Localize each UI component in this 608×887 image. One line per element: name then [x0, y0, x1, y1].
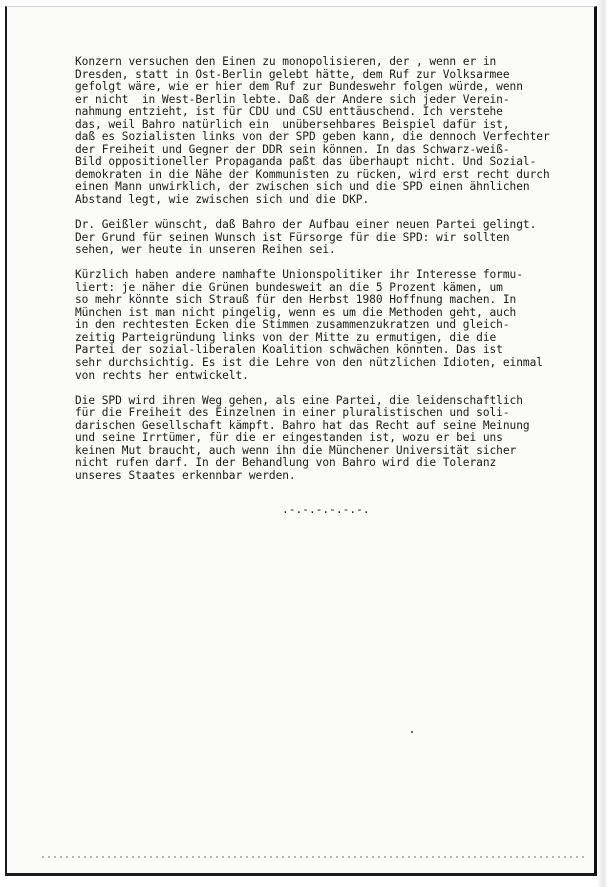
text-line: Kürzlich haben andere namhafte Unionspolitiker ihr Interesse formu- — [75, 268, 523, 282]
text-line: in den rechtesten Ecken die Stimmen zusammenzukratzen und gleich- — [75, 318, 510, 332]
text-line: Der Grund für seinen Wunsch ist Fürsorge für die SPD: wir sollten — [75, 230, 510, 244]
text-line: Dr. Geißler wünscht, daß Bahro der Aufbau einer neuen Partei gelingt. — [75, 218, 537, 232]
text-line: Dresden, statt in Ost-Berlin gelebt hätte, dem Ruf zur Volksarmee — [75, 67, 510, 81]
text-line: der Freiheit und Gegner der DDR sein können. In das Schwarz-weiß- — [75, 142, 510, 156]
text-line: München ist man nicht pingelig, wenn es um die Methoden geht, auch — [75, 305, 517, 319]
text-line: so mehr könnte sich Strauß für den Herbst 1980 Hoffnung machen. In — [75, 293, 517, 307]
paragraph — [75, 269, 590, 382]
stray-mark — [411, 731, 413, 733]
text-line: Abstand legt, wie zwischen sich und die DKP. — [75, 193, 370, 207]
text-line: einen Mann unwirklich, der zwischen sich und die SPD einen ähnlichen — [75, 180, 530, 194]
text-line: sehr durchsichtig. Es ist die Lehre von den nützlichen Idioten, einmal — [75, 356, 543, 370]
paragraph — [75, 395, 590, 483]
text-line: keinen Mut braucht, auch wenn ihn die Münchener Universität sicher — [75, 443, 517, 457]
text-line: nahmung entzieht, ist für CDU und CSU enttäuschend. Ich verstehe — [75, 105, 503, 119]
text-line: daß es Sozialisten links von der SPD geben kann, die dennoch Verfechter — [75, 130, 550, 144]
text-line: Die SPD wird ihren Weg gehen, als eine Partei, die leidenschaftlich — [75, 393, 523, 407]
text-line: darischen Gesellschaft kämpft. Bahro hat das Recht auf seine Meinung — [75, 418, 530, 432]
text-line: Bild oppositioneller Propaganda paßt das überhaupt nicht. Und Sozial- — [75, 155, 537, 169]
text-line: Partei der sozial-liberalen Koalition schwächen könnten. Das ist — [75, 343, 503, 357]
text-line: für die Freiheit des Einzelnen in einer pluralistischen und soli- — [75, 406, 510, 420]
text-line: das, weil Bahro natürlich ein unübersehbares Beispiel dafür ist, — [75, 117, 510, 131]
text-line: unseres Staates erkennbar werden. — [75, 468, 296, 482]
text-line: von rechts her entwickelt. — [75, 368, 249, 382]
text-line: demokraten in die Nähe der Kommunisten zu rücken, wird erst recht durch — [75, 167, 550, 181]
scan-bottom-dots — [40, 856, 588, 858]
text-line: sehen, wer heute in unseren Reihen sei. — [75, 243, 336, 257]
text-line: und seine Irrtümer, für die er eingestanden ist, wozu er bei uns — [75, 431, 503, 445]
closing-separator: .-.-.-.-.-.-. — [282, 503, 370, 516]
paragraph — [75, 219, 590, 257]
text-line: liert: je näher die Grünen bundesweit an die 5 Prozent kämen, um — [75, 280, 503, 294]
scan-shadow-right — [597, 0, 608, 887]
text-line: gefolgt wäre, wie er hier dem Ruf zur Bundeswehr folgen würde, wenn — [75, 80, 523, 94]
document-body — [75, 56, 590, 495]
text-line: nicht rufen darf. In der Behandlung von Bahro wird die Toleranz — [75, 456, 497, 470]
text-line: zeitig Parteigründung links von der Mitte zu ermutigen, die die — [75, 330, 497, 344]
text-line: Konzern versuchen den Einen zu monopolisieren, der , wenn er in — [75, 55, 497, 68]
paragraph — [75, 56, 590, 207]
text-line: er nicht in West-Berlin lebte. Daß der Andere sich jeder Verein- — [75, 92, 510, 106]
